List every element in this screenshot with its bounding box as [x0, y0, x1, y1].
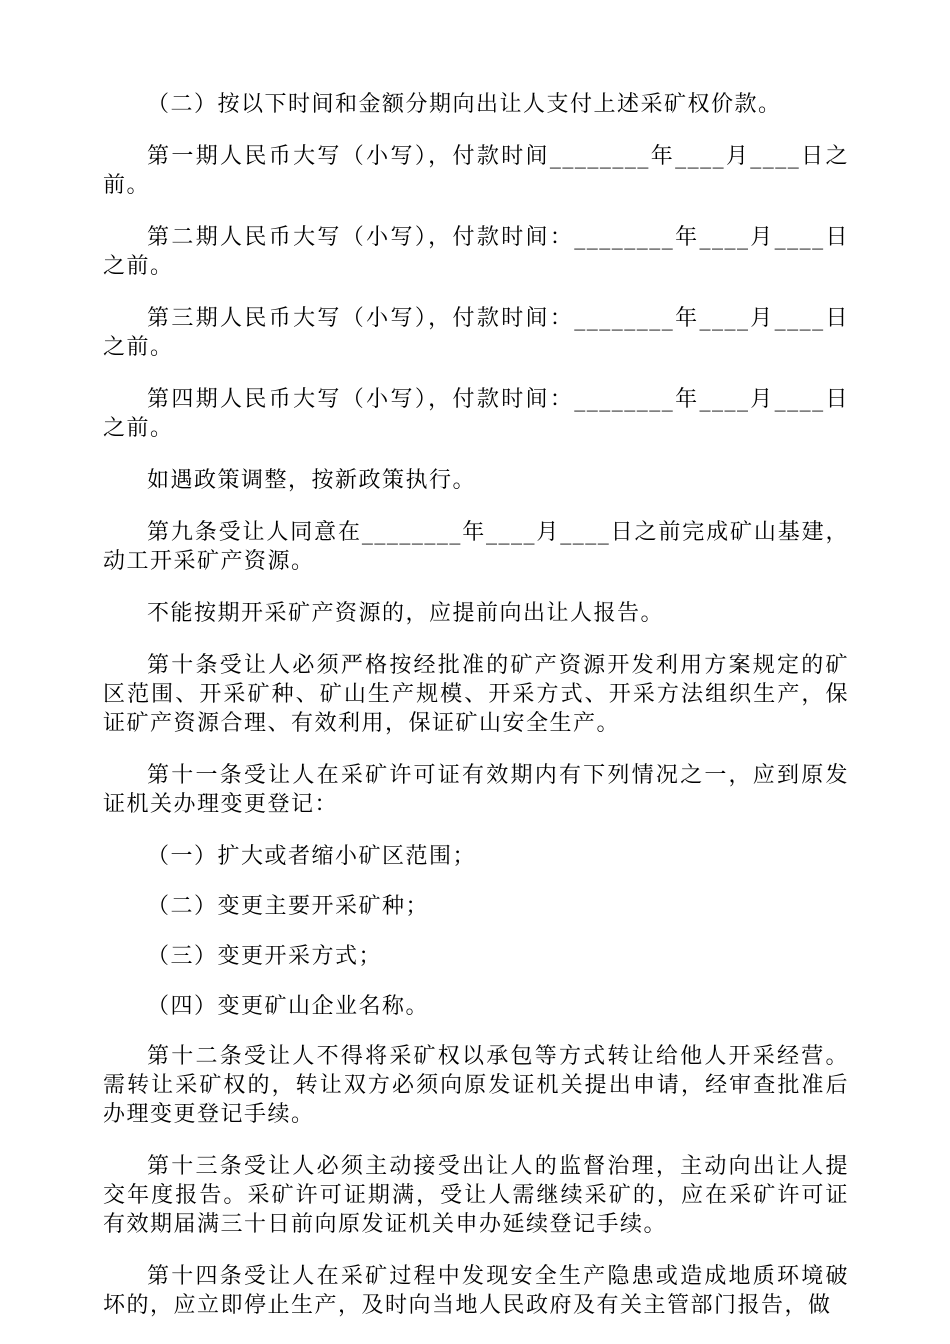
paragraph-installment-2: 第二期人民币大写（小写），付款时间：________年____月____日之前。 — [103, 225, 849, 279]
paragraph-installment-1: 第一期人民币大写（小写），付款时间________年____月____日之前。 — [103, 144, 849, 198]
paragraph-article-12: 第十二条受让人不得将采矿权以承包等方式转让给他人开采经营。需转让采矿权的，转让双方必须向原发证机关提出申请，经审查批准后办理变更登记手续。 — [103, 1044, 849, 1127]
paragraph-article-9-report: 不能按期开采矿产资源的，应提前向出让人报告。 — [147, 601, 665, 626]
list-item-change-1: （一）扩大或者缩小矿区范围； — [147, 844, 477, 869]
list-item-change-3: （三）变更开采方式； — [147, 944, 383, 969]
document-page — [103, 90, 849, 1343]
paragraph-policy-adjustment: 如遇政策调整，按新政策执行。 — [147, 468, 477, 493]
list-item-change-2: （二）变更主要开采矿种； — [147, 894, 430, 919]
paragraph-article-9: 第九条受让人同意在________年____月____日之前完成矿山基建，动工开采矿产资源。 — [103, 520, 849, 574]
paragraph-article-11: 第十一条受让人在采矿许可证有效期内有下列情况之一，应到原发证机关办理变更登记： — [103, 763, 849, 817]
paragraph-installment-4: 第四期人民币大写（小写），付款时间：________年____月____日之前。 — [103, 387, 849, 441]
paragraph-installment-schedule: （二）按以下时间和金额分期向出让人支付上述采矿权价款。 — [147, 92, 782, 117]
paragraph-installment-3: 第三期人民币大写（小写），付款时间：________年____月____日之前。 — [103, 306, 849, 360]
paragraph-article-10: 第十条受让人必须严格按经批准的矿产资源开发利用方案规定的矿区范围、开采矿种、矿山生产规模、开采方式、开采方法组织生产，保证矿产资源合理、有效利用，保证矿山安全生产。 — [103, 653, 849, 736]
paragraph-article-14: 第十四条受让人在采矿过程中发现安全生产隐患或造成地质环境破坏的，应立即停止生产，及时向当地人民政府及有关主管部门报告，做 — [103, 1264, 849, 1318]
paragraph-article-13: 第十三条受让人必须主动接受出让人的监督治理，主动向出让人提交年度报告。采矿许可证期满，受让人需继续采矿的，应在采矿许可证有效期届满三十日前向原发证机关申办延续登记手续。 — [103, 1154, 849, 1237]
list-item-change-4: （四）变更矿山企业名称。 — [147, 994, 430, 1019]
